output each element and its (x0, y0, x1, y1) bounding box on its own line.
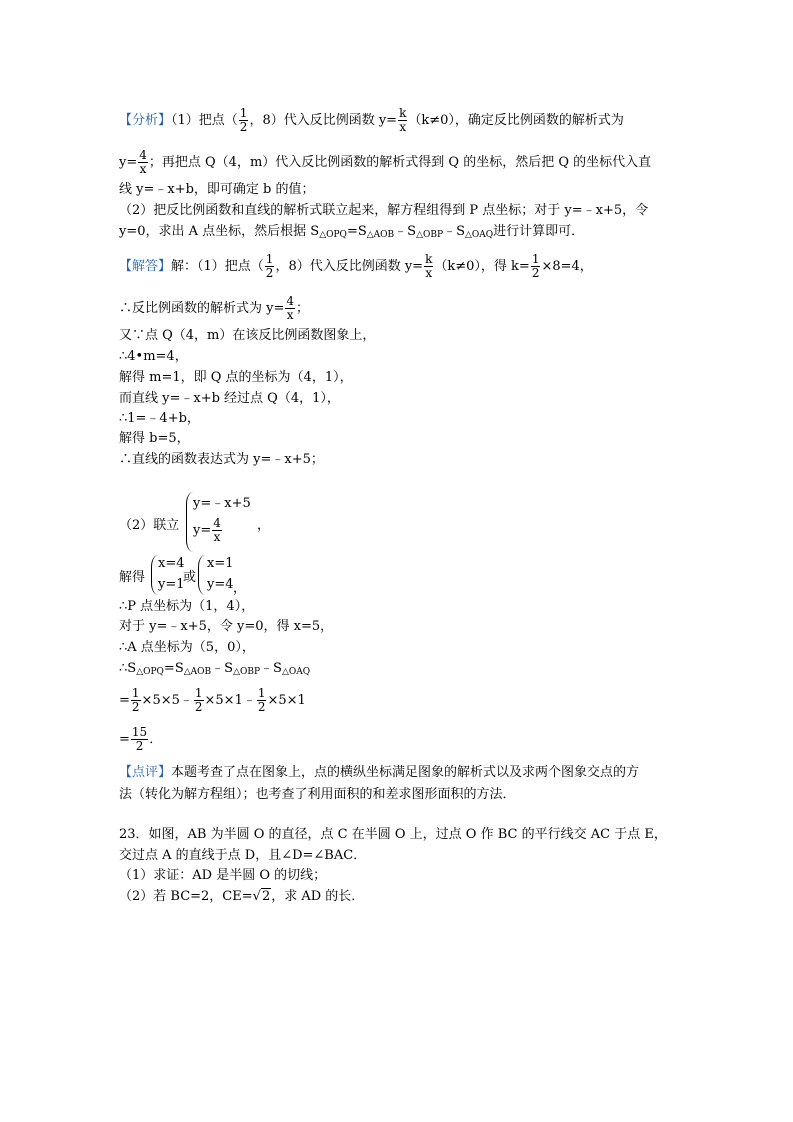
solution-2-y: y=4 (207, 577, 234, 592)
sqrt-symbol: √ (252, 889, 261, 904)
answer-line-2: ∴反比例函数的解析式为 y= $\frac{4}{x}$ ； (119, 294, 310, 322)
problem-23-line-3: （1）求证：AD 是半圆 O 的切线； (119, 868, 327, 883)
a-line: 对于 y=﹣x+5，令 y=0，得 x=5， (119, 619, 334, 634)
problem-23-line-4: （2）若 BC=2，CE=√2，求 AD 的长． (119, 889, 365, 904)
answer-line-6: 而直线 y=﹣x+b 经过点 Q（4，1）， (119, 391, 340, 406)
problem-23-line-2: 交过点 A 的直线于点 D，且∠D=∠BAC． (119, 848, 367, 863)
fraction-half: $\frac{1}{2}$ (194, 686, 203, 714)
p-coordinate-line: ∴P 点坐标为（1，4）， (119, 599, 255, 614)
fraction-half: $\frac{1}{2}$ (239, 106, 248, 134)
fraction-half: $\frac{1}{2}$ (257, 686, 266, 714)
solution-1-y: y=1 (158, 577, 185, 592)
solution-label: 解得 (119, 570, 146, 585)
comment-line-1: 【点评】本题考查了点在图象上，点的横纵坐标满足图象的解析式以及求两个图象交点的方 (119, 765, 640, 780)
left-brace (198, 555, 206, 595)
system-eq-1: y=﹣x+5 (193, 496, 251, 511)
solution-1-x: x=4 (158, 556, 185, 571)
area-result-line: = $\frac{15}{2}$ ． (119, 725, 163, 753)
fraction-15-over-2: $\frac{15}{2}$ (131, 725, 148, 753)
fraction-4-over-x: $\frac{4}{x}$ (213, 516, 221, 544)
system-eq-2: y= $\frac{4}{x}$ (193, 516, 221, 544)
fraction-4-over-x: $\frac{4}{x}$ (286, 294, 295, 322)
area-calc-line: = $\frac{1}{2}$ ×5×5﹣ $\frac{1}{2}$ ×5×1﹣ $\frac{1}{2}$ ×5×1 (119, 686, 306, 714)
system-label: （2）联立 (119, 518, 180, 533)
answer-line-7: ∴1=﹣4+b， (119, 411, 200, 426)
area-formula-line: $\therefore S_{\triangle OPQ}=S_{\triangle AOB}﹣S_{\triangle OBP}﹣S_{\triangle OAQ}$ (119, 661, 311, 677)
a-coordinate-line: ∴A 点坐标为（5，0）， (119, 640, 255, 655)
fraction-half: $\frac{1}{2}$ (531, 252, 540, 280)
comment-tag: 【点评】 (119, 765, 172, 780)
analysis-tag: 【分析】 (119, 113, 172, 128)
problem-23-line-1: 23．如图，AB 为半圆 O 的直径，点 C 在半圆 O 上，过点 O 作 BC 的平行线交 AC 于点 E， (119, 827, 667, 842)
answer-line-4: ∴4•m=4， (119, 349, 188, 364)
answer-line-3: 又∵点 Q（4，m）在该反比例函数图象上， (119, 328, 376, 343)
analysis-line-5: y=0，求出 A 点坐标，然后根据 $S_{\triangle OPQ}=S_{\triangle AOB}﹣S_{\triangle OBP}﹣S_{\triangle OAQ}$进行计算即可． (119, 224, 585, 240)
analysis-line-4: （2）把反比例函数和直线的解析式联立起来，解方程组得到 P 点坐标；对于 y=﹣x+5，令 (119, 203, 649, 218)
radicand: 2 (261, 889, 271, 904)
fraction-half: $\frac{1}{2}$ (131, 686, 140, 714)
answer-line-8: 解得 b=5， (119, 431, 190, 446)
analysis-line-3: 线 y=﹣x+b，即可确定 b 的值； (119, 182, 315, 197)
comment-line-2: 法（转化为解方程组）；也考查了利用面积的和差求图形面积的方法． (119, 787, 516, 802)
solution-2-x: x=1 (207, 556, 234, 571)
system-comma: ， (257, 518, 271, 533)
fraction-4-over-x: $\frac{4}{x}$ (139, 148, 147, 176)
answer-line-1: 【解答】解：（1）把点（ $\frac{1}{2}$ ，8）代入反比例函数 y= $\frac{k}{x}$ （k≠0），得 k= $\frac{1}{2}$ ×8=4， (119, 252, 593, 280)
fraction-half: $\frac{1}{2}$ (265, 252, 274, 280)
analysis-line-1: 【分析】（1）把点（ $\frac{1}{2}$ ，8）代入反比例函数 y= $\frac{k}{x}$ （k≠0），确定反比例函数的解析式为 (119, 106, 624, 134)
fraction-k-over-x: $\frac{k}{x}$ (399, 106, 407, 134)
solution-or: 或 (183, 570, 197, 585)
answer-tag: 【解答】 (119, 259, 172, 274)
solution-end: ， (233, 581, 247, 596)
analysis-line-2: y= $\frac{4}{x}$ ；再把点 Q（4，m）代入反比例函数的解析式得到 Q 的坐标，然后把 Q 的坐标代入直 (119, 148, 652, 176)
answer-line-9: ∴直线的函数表达式为 y=﹣x+5； (119, 452, 324, 467)
answer-line-5: 解得 m=1，即 Q 点的坐标为（4，1）， (119, 370, 353, 385)
fraction-k-over-x: $\frac{k}{x}$ (425, 252, 433, 280)
